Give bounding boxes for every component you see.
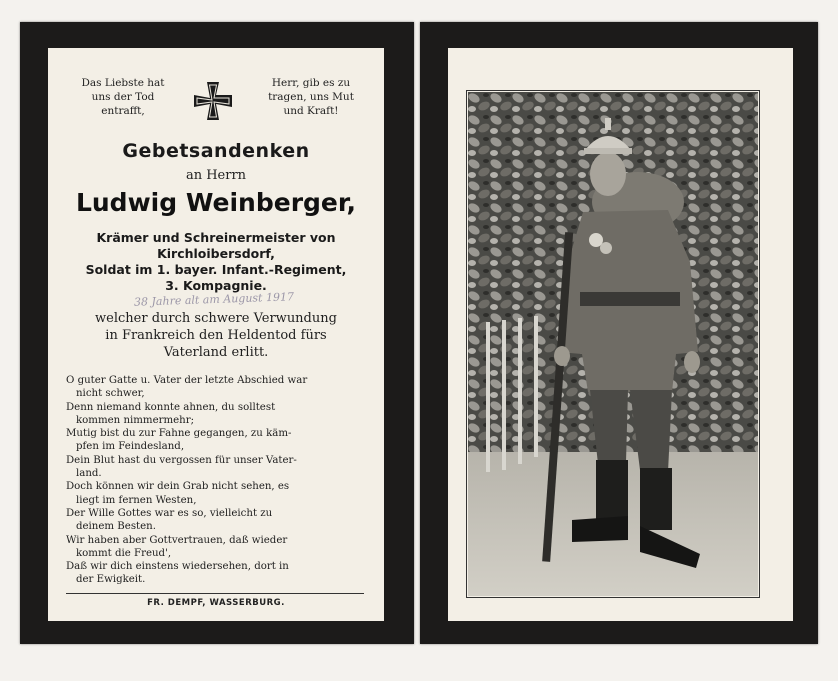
poem-line: kommt die Freud', bbox=[76, 547, 172, 559]
poem-line: pfen im Feindesland, bbox=[76, 441, 185, 453]
verse-left bbox=[68, 76, 178, 118]
photo-page bbox=[448, 48, 793, 621]
verse-right bbox=[256, 76, 366, 118]
description-line: Soldat im 1. bayer. Infant.-Regiment, bbox=[85, 262, 347, 277]
poem-line: Daß wir dich einstens wiedersehen, dort in bbox=[66, 561, 289, 573]
poem-line: Der Wille Gottes war es so, vielleicht zu bbox=[66, 507, 273, 519]
poem-line: Mutig bist du zur Fahne gegangen, zu käm- bbox=[66, 428, 292, 440]
death-text-line: Vaterland erlitt. bbox=[163, 345, 269, 360]
poem-line: liegt im fernen Westen, bbox=[76, 494, 197, 506]
text-page bbox=[48, 48, 384, 621]
description-line: Krämer und Schreinermeister von bbox=[96, 230, 336, 245]
divider bbox=[66, 593, 364, 594]
poem-line: Wir haben aber Gottvertrauen, daß wieder bbox=[66, 534, 288, 546]
death-text-line: welcher durch schwere Verwundung bbox=[95, 311, 337, 326]
card-title: Gebetsandenken bbox=[122, 140, 310, 162]
poem-line: land. bbox=[76, 468, 102, 480]
deceased-description bbox=[48, 230, 384, 294]
verse-left-line: entrafft, bbox=[101, 105, 145, 117]
poem-line: O guter Gatte u. Vater der letzte Abschied war bbox=[66, 375, 308, 386]
poem-line: nicht schwer, bbox=[76, 388, 145, 400]
poem-line: deinem Besten. bbox=[76, 521, 156, 533]
poem-line: der Ewigkeit. bbox=[76, 574, 146, 586]
poem-line: Denn niemand konnte ahnen, du solltest bbox=[66, 401, 276, 413]
poem-line: kommen nimmermehr; bbox=[76, 414, 195, 426]
death-text bbox=[66, 310, 366, 361]
poem bbox=[66, 374, 364, 587]
memorial-card-right-panel bbox=[420, 22, 818, 644]
description-line: 3. Kompagnie. bbox=[165, 278, 267, 293]
verse-left-line: Das Liebste hat bbox=[81, 77, 165, 89]
verse-right-line: und Kraft! bbox=[283, 105, 339, 117]
soldier-portrait-icon bbox=[468, 92, 758, 596]
handwritten-note: 38 Jahre alt am August 1917 bbox=[133, 290, 295, 309]
description-line: Kirchloibersdorf, bbox=[157, 246, 275, 261]
an-herrn-label: an Herrn bbox=[185, 168, 247, 183]
verse-left-line: uns der Tod bbox=[91, 91, 155, 103]
poem-line: Doch können wir dein Grab nicht sehen, es bbox=[66, 481, 290, 493]
death-text-line: in Frankreich den Heldentod fürs bbox=[105, 328, 327, 343]
poem-line: Dein Blut hast du vergossen für unser Vater- bbox=[66, 454, 297, 466]
verse-right-line: Herr, gib es zu bbox=[271, 77, 351, 89]
memorial-card-left-panel bbox=[20, 22, 414, 644]
iron-cross-icon bbox=[190, 78, 236, 124]
deceased-name: Ludwig Weinberger, bbox=[75, 188, 357, 217]
printer-credit: FR. DEMPF, WASSERBURG. bbox=[147, 598, 285, 608]
verse-right-line: tragen, uns Mut bbox=[268, 91, 354, 103]
